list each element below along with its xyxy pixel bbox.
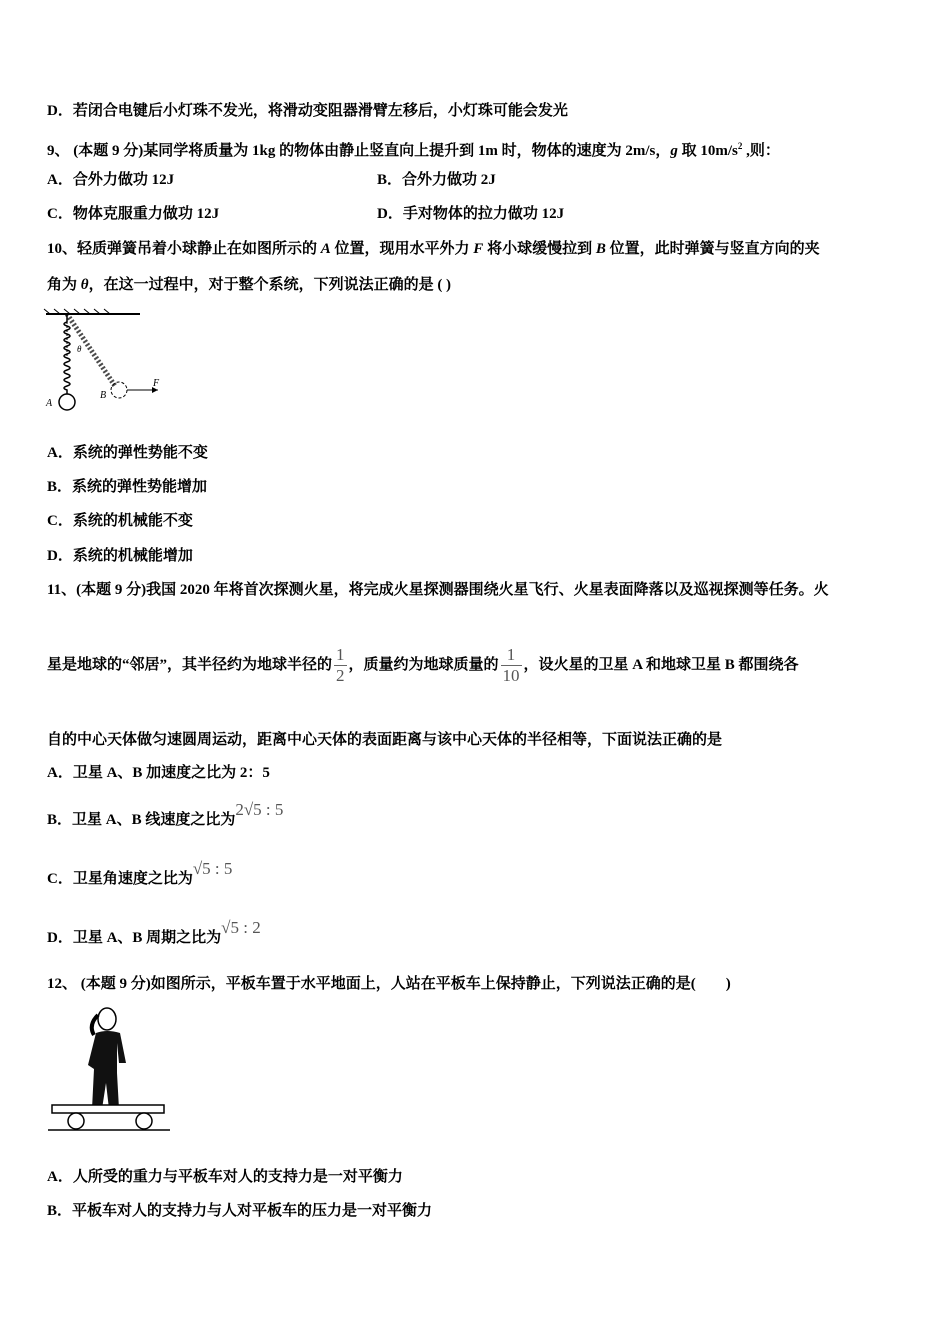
symbol-f: F [473,241,484,257]
fraction-one-half [334,645,347,686]
symbol-a: A [320,241,331,257]
numerator: 1 [501,645,522,666]
option-math: 2√5 : 5 [235,800,284,819]
spring-figure [40,308,180,420]
q11-stem-line1: 11、(本题 9 分)我国 2020 年将首次探测火星，将完成火星探测器围绕火星飞行、火星表面降落以及巡视探测等任务。火 [47,582,829,598]
q10-option-c: C．系统的机械能不变 [47,513,193,529]
stem-text: 将小球缓慢拉到 [483,241,596,257]
stem-text: ，设火星的卫星 A 和地球卫星 B 都围绕各 [523,657,799,673]
q10-stem-line1 [47,239,820,259]
stem-text: 角为 [47,277,81,293]
option-math: √5 : 5 [192,859,233,878]
stem-text: 位置，现用水平外力 [330,241,474,257]
option-text: 若闭合电键后小灯珠不发光，将滑动变阻器滑臂左移后，小灯珠可能会发光 [72,103,568,119]
stem-text: ,则： [742,143,780,159]
option-text: A．卫星 A、B 加速度之比为 2：5 [47,765,270,781]
stem-text: ，在这一过程中，对于整个系统，下列说法正确的是 ( ) [88,277,452,293]
q12-stem: 12、 (本题 9 分)如图所示，平板车置于水平地面上，人站在平板车上保持静止，下列说法正确的是( ) [47,976,731,992]
option-text: D．卫星 A、B 周期之比为 [47,930,222,946]
cart-person-figure [44,1005,174,1137]
q10-option-a: A．系统的弹性势能不变 [47,445,208,461]
q11-option-a [47,763,270,783]
numerator: 1 [336,645,345,665]
q11-option-c [47,859,233,889]
q11-stem-line2 [47,645,799,686]
q8-option-d [47,101,568,121]
q12-option-a: A．人所受的重力与平板车对人的支持力是一对平衡力 [47,1169,403,1185]
q10-option-b: B．系统的弹性势能增加 [47,479,208,495]
symbol-theta: θ [80,277,89,293]
q9-option-a: A．合外力做功 12J [47,172,175,188]
superscript: 2 [737,141,743,151]
option-text: B．卫星 A、B 线速度之比为 [47,812,236,828]
symbol-b: B [595,241,606,257]
fraction-one-tenth [501,645,522,686]
stem-text: 星是地球的“邻居”，其半径约为地球半径的 [47,657,333,673]
g-symbol: g [670,143,678,159]
label-f: F [153,378,160,389]
q10-option-d: D．系统的机械能增加 [47,548,193,564]
stem-text: ，质量约为地球质量的 [348,657,499,673]
q9-stem [47,136,780,161]
stem-text: 9、 (本题 9 分)某同学将质量为 1kg 的物体由静止竖直向上提升到 1m 时，物体的速度为 2m/s， [47,143,671,159]
option-label: D． [47,103,73,119]
q12-option-b: B．平板车对人的支持力与人对平板车的压力是一对平衡力 [47,1203,433,1219]
q9-option-d: D．手对物体的拉力做功 12J [377,206,565,222]
label-a: A [46,398,53,409]
stem-text: 取 10m/s [677,143,738,159]
q11-option-b [47,800,284,830]
stem-text: 10、轻质弹簧吊着小球静止在如图所示的 [47,241,321,257]
q11-option-d [47,918,261,948]
q11-stem-line3: 自的中心天体做匀速圆周运动，距离中心天体的表面距离与该中心天体的半径相等，下面说法正确的是 [47,732,723,748]
option-math: √5 : 2 [221,918,261,937]
label-b: B [100,390,107,401]
q9-option-b: B．合外力做功 2J [377,172,496,188]
option-text: C．卫星角速度之比为 [47,871,193,887]
q9-option-c: C．物体克服重力做功 12J [47,206,220,222]
theta-label: θ [77,344,82,354]
stem-text: 位置，此时弹簧与竖直方向的夹 [605,241,820,257]
denominator: 2 [336,666,345,686]
q10-stem-line2 [47,275,451,295]
denominator: 10 [502,666,520,686]
